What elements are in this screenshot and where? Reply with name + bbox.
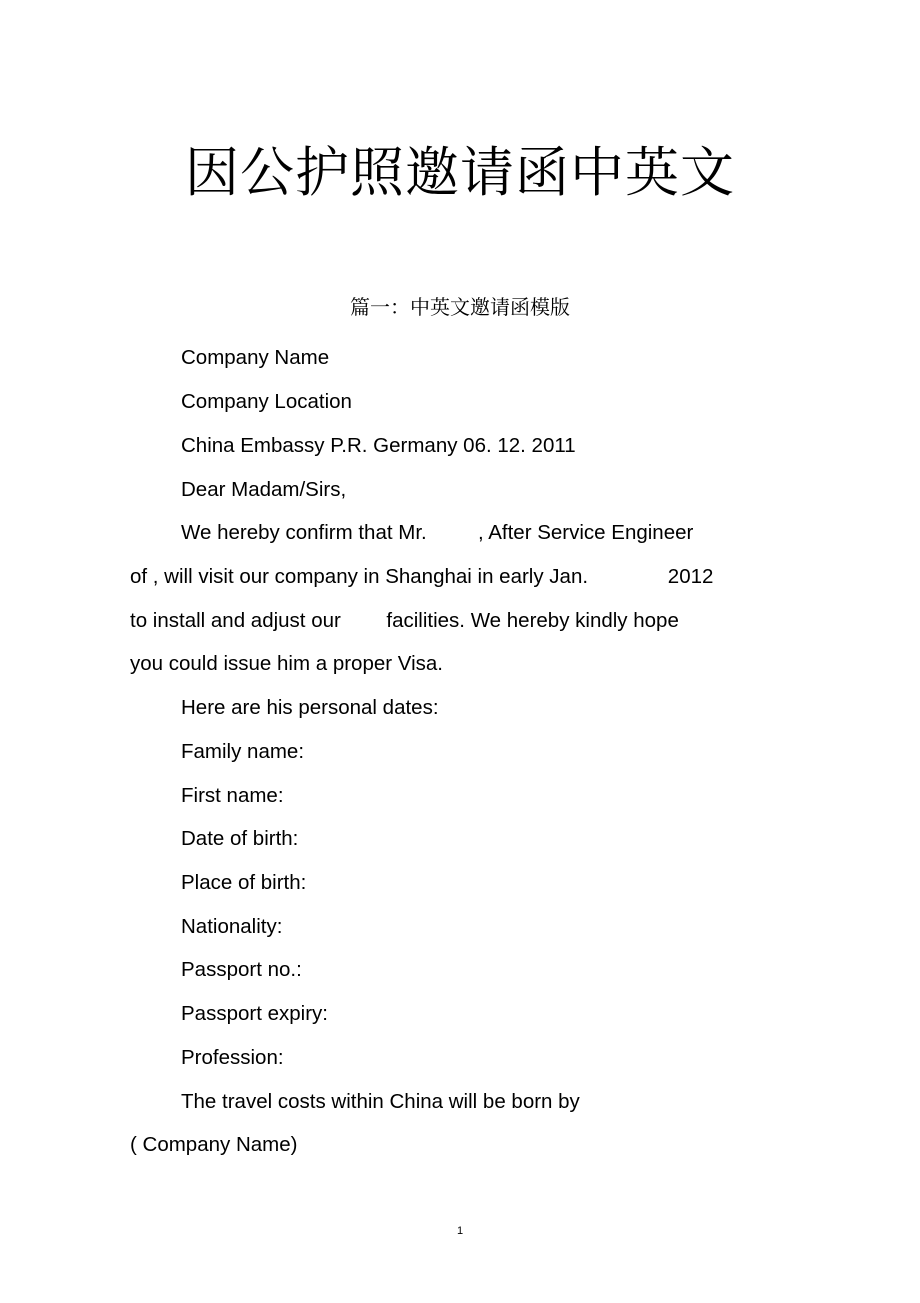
body-line-4: you could issue him a proper Visa.: [130, 652, 443, 675]
field-passport-no: Passport no.:: [181, 958, 302, 981]
field-place-of-birth: Place of birth:: [181, 871, 307, 894]
document-title: 因公护照邀请函中英文: [185, 141, 735, 204]
field-passport-expiry: Passport expiry:: [181, 1002, 328, 1025]
company-name-line: Company Name: [181, 346, 330, 369]
field-family-name: Family name:: [181, 740, 305, 763]
salutation: Dear Madam/Sirs,: [181, 478, 347, 501]
field-date-of-birth: Date of birth:: [181, 827, 299, 850]
closing-company-line: ( Company Name): [130, 1133, 298, 1156]
travel-costs-line: The travel costs within China will be born by: [181, 1090, 580, 1113]
document-subtitle: 篇一：中英文邀请函模版: [350, 295, 570, 319]
embassy-date-line: China Embassy P.R. Germany 06. 12. 2011: [181, 434, 576, 457]
company-location-line: Company Location: [181, 390, 352, 413]
personal-intro: Here are his personal dates:: [181, 696, 439, 719]
page-number: 1: [456, 1225, 464, 1237]
field-nationality: Nationality:: [181, 915, 283, 938]
body-line-1: We hereby confirm that Mr. , After Service Engineer: [181, 521, 694, 544]
body-line-3: to install and adjust our facilities. We hereby kindly hope: [130, 609, 679, 632]
body-line-2: of , will visit our company in Shanghai in early Jan. 2012: [130, 565, 714, 588]
field-profession: Profession:: [181, 1046, 284, 1069]
field-first-name: First name:: [181, 784, 284, 807]
